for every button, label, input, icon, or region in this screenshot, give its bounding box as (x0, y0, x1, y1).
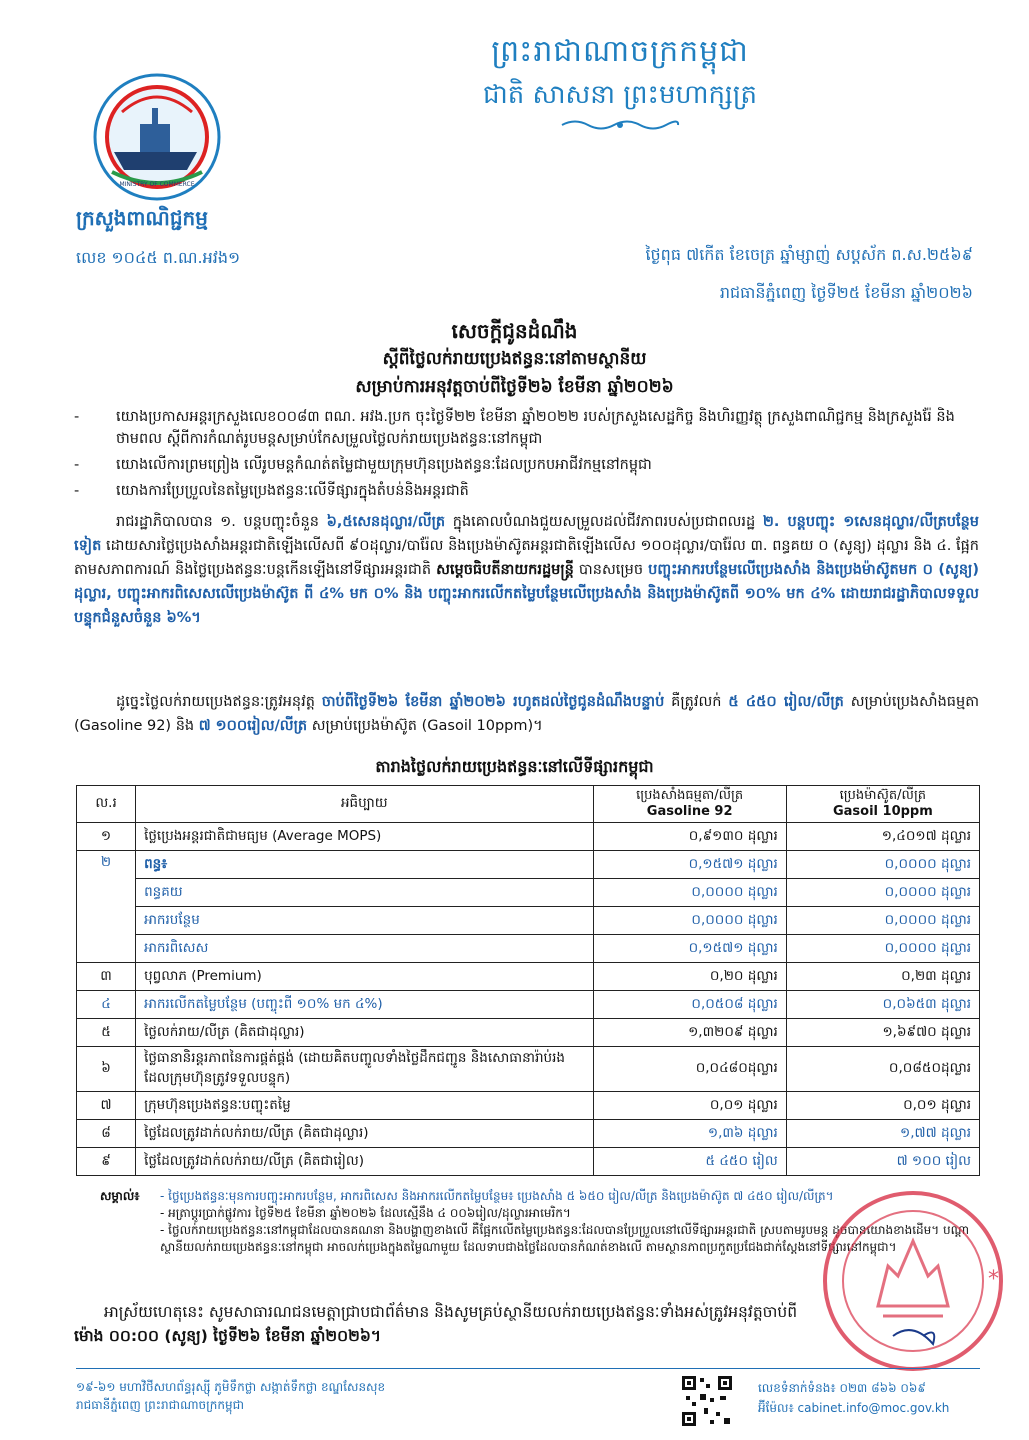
table-row: ៣ បុព្វលាភ (Premium) ០,២០ ដុល្លារ ០,២៣ ដុល្លារ (77, 963, 980, 991)
notice-effective: សម្រាប់ការអនុវត្តចាប់ពីថ្ងៃទី២៦ ខែមីនា ឆ្នាំ២០២៦ (355, 377, 674, 397)
header-description: អធិប្បាយ (136, 786, 594, 823)
table-row: ៨ ថ្លៃដែលត្រូវដាក់លក់រាយ/លីត្រ (គិតជាដុល្លារ) ១,៣៦ ដុល្លារ ១,៧៧ ដុល្លារ (77, 1120, 980, 1148)
header-diesel: ប្រេងម៉ាស៊ូត/លីត្រ Gasoil 10ppm (786, 786, 979, 823)
table-row: ៤ អាករលើកតម្លៃបន្ថែម (បញ្ចុះពី ១០% មក ៤%) ០,០៥០៨ ដុល្លារ ០,០៦៥៣ ដុល្លារ (77, 991, 980, 1019)
reference-number: លេខ ១០៤៥ ព.ណ.អវង១ (76, 248, 241, 267)
reference-bullet: - យោងប្រកាសអន្តរក្រសួងលេខ០០៨៣ ពណ. អវង.ប្រក ចុះថ្ងៃទី២២ ខែមីនា ឆ្នាំ២០២២ របស់ក្រសួងសេដ្ឋកិច្ច និងហិរញ្ញវត្ថុ ក្រសួងពាណិជ្ជកម្ម និងក្រសួងរ៉ែ និងថាមពល ស្តីពីការកំណត់រូបមន្តសម្រាប់កែសម្រួលថ្លៃលក់រាយប្រេងឥន្ធនៈនៅកម្ពុជា (74, 409, 955, 447)
table-row: អាករពិសេស ០,១៥៧១ ដុល្លារ ០,០០០០ ដុល្លារ (77, 935, 980, 963)
official-seal-stamp (818, 1186, 1008, 1376)
closing-paragraph: អាស្រ័យហេតុនេះ សូមសាធារណជនមេត្តាជ្រាបជាព័ត៌មាន និងសូមគ្រប់ស្ថានីយលក់រាយប្រេងឥន្ធនៈទាំងអស់ត្រូវអនុវត្តចាប់ពី ម៉ោង ០០:០០ (សូន្យ) ថ្ងៃទី២៦ ខែមីនា ឆ្នាំ២០២៦។ (74, 1303, 798, 1345)
footer-address: ១៩-៦១ មហាវិថីសហព័ន្ធរុស្ស៊ី ភូមិទឹកថ្លា សង្កាត់ទឹកថ្លា ខណ្ឌសែនសុខ រាជធានីភ្នំពេញ ព្រះរាជាណាចក្រកម្ពុជា (76, 1380, 386, 1412)
header-no: ល.រ (77, 786, 136, 823)
note-item: - ថ្លៃលក់រាយប្រេងឥន្ធនៈនៅកម្ពុជាដែលបានគណនា និងបង្ហាញខាងលើ គឺផ្អែកលើតម្លៃប្រេងឥន្ធនៈដែលបានប្រែប្រួលនៅលើទីផ្សារអន្តរជាតិ ស្របតាមរូបមន្ត ដូចបានយោងខាងដើម។ បណ្តាស្ថានីយលក់រាយប្រេងឥន្ធនៈនៅកម្ពុជា អាចលក់ប្រេងក្នុងតម្លៃណាមួយ ដែលទាបជាងថ្លៃដែលបានកំណត់ខាងលើ តាមស្ថានភាពប្រកួតប្រជែងជាក់ស្តែងនៅទីផ្សារនៅកម្ពុជា។ (160, 1223, 970, 1254)
table-row: ១ ថ្លៃប្រេងអន្តរជាតិជាមធ្យម (Average MOPS) ០,៩១៣០ ដុល្លារ ១,៤០១៧ ដុល្លារ (77, 823, 980, 851)
table-row: ៩ ថ្លៃដែលត្រូវដាក់លក់រាយ/លីត្រ (គិតជារៀល) ៥ ៤៥០ រៀល ៧ ១០០ រៀល (77, 1148, 980, 1176)
notice-title: សេចក្តីជូនដំណឹង (451, 319, 578, 343)
qr-code-icon[interactable] (680, 1374, 734, 1428)
table-row: ៦ ថ្លៃធានានិរន្តរភាពនៃការផ្គត់ផ្គង់ (ដោយគិតបញ្ចូលទាំងថ្លៃដឹកជញ្ជូន និងសោធានារ៉ាប់រងដែលក្រុមហ៊ុនត្រូវទទួលបន្ទុក) ០,០៤៨០ដុល្លារ ០,០៨៥០ដុល្លារ (77, 1047, 980, 1092)
footer-contact (758, 1378, 949, 1418)
footer-phone: លេខទំនាក់ទំនង៖ ០២៣ ៨៦៦ ០៦៩ (758, 1381, 926, 1395)
table-row: អាករបន្ថែម ០,០០០០ ដុល្លារ ០,០០០០ ដុល្លារ (77, 907, 980, 935)
logo-text: MINISTRY OF COMMERCE (119, 181, 195, 188)
notes-label: សម្គាល់៖ (100, 1189, 140, 1203)
footer-divider (76, 1368, 980, 1369)
table-title: តារាងថ្លៃលក់រាយប្រេងឥន្ធនៈនៅលើទីផ្សារកម្ពុជា (375, 757, 654, 776)
price-paragraph: ដូច្នេះថ្លៃលក់រាយប្រេងឥន្ធនៈត្រូវអនុវត្ត ចាប់ពីថ្ងៃទី២៦ ខែមីនា ឆ្នាំ២០២៦ រហូតដល់ថ្ងៃជូនដំណឹងបន្ទាប់ គឺត្រូវលក់ ៥ ៤៥០ រៀល/លីត្រ សម្រាប់ប្រេងសាំងធម្មតា (Gasoline 92) និង ៧ ១០០រៀល/លីត្រ សម្រាប់ប្រេងម៉ាស៊ូត (Gasoil 10ppm)។ (74, 694, 979, 734)
footer-email[interactable]: អ៊ីម៉ែល៖ cabinet.info@moc.gov.kh (758, 1401, 950, 1415)
reference-bullet: - យោងការប្រែប្រួលនៃតម្លៃប្រេងឥន្ធនៈលើទីផ្សារក្នុងតំបន់និងអន្តរជាតិ (74, 483, 469, 499)
kingdom-heading: ព្រះរាជាណាចក្រកម្ពុជា (491, 34, 749, 69)
header-gasoline: ប្រេងសាំងធម្មតា/លីត្រ Gasoline 92 (593, 786, 786, 823)
ministry-logo (92, 72, 222, 202)
table-row: ៥ ថ្លៃលក់រាយ/លីត្រ (គិតជាដុល្លារ) ១,៣២០៩ ដុល្លារ ១,៦៩៧០ ដុល្លារ (77, 1019, 980, 1047)
lunar-date: ថ្ងៃពុធ ៧កើត ខែចេត្រ ឆ្នាំម្សាញ់ សប្តស័ក ព.ស.២៥៦៩ (645, 245, 973, 264)
fuel-price-table (76, 785, 980, 1176)
ministry-name: ក្រសួងពាណិជ្ជកម្ម (76, 206, 208, 230)
national-motto: ជាតិ សាសនា ព្រះមហាក្សត្រ (483, 80, 757, 110)
note-item: - ថ្លៃប្រេងឥន្ធនៈមុនការបញ្ចុះអាករបន្ថែម, អាករពិសេស និងអាករលើកតម្លៃបន្ថែម៖ ប្រេងសាំង ៥ ៦៥០ រៀល/លីត្រ និងប្រេងម៉ាស៊ូត ៧ ៤៥០ រៀល/លីត្រ។ (160, 1189, 834, 1203)
decision-paragraph: រាជរដ្ឋាភិបាលបាន ១. បន្តបញ្ចុះចំនួន ៦,៥សេនដុល្លារ/លីត្រ ក្នុងគោលបំណងជួយសម្រួលដល់ជីវភាពរបស់ប្រជាពលរដ្ឋ ២. បន្តបញ្ចុះ ១សេនដុល្លារ/លីត្របន្ថែមទៀត ដោយសារថ្លៃប្រេងសាំងអន្តរជាតិឡើងលើសពី ៩០ដុល្លារ/បារ៉ែល និងប្រេងម៉ាស៊ូតអន្តរជាតិឡើងលើស ១០០ដុល្លារ/បារ៉ែល ៣. ពន្ធគយ ០ (សូន្យ) ដុល្លារ និង ៤. ផ្អែកតាមសភាពការណ៍ និងថ្លៃប្រេងឥន្ធនៈបន្តកើនឡើងនៅទីផ្សារអន្តរជាតិ សម្តេចធិបតីនាយករដ្ឋមន្ត្រី បានសម្រេច បញ្ចុះអាករបន្ថែមលើប្រេងសាំង និងប្រេងម៉ាស៊ូតមក ០ (សូន្យ) ដុល្លារ, បញ្ចុះអាករពិសេសលើប្រេងម៉ាស៊ូត ពី ៤% មក ០% និង បញ្ចុះអាករលើកតម្លៃបន្ថែមលើប្រេងសាំង និងប្រេងម៉ាស៊ូតពី ១០% មក ៤% ដោយរាជរដ្ឋាភិបាលទទួលបន្ទុកជំនួសចំនួន ៦%។ (74, 514, 979, 626)
solar-date: រាជធានីភ្នំពេញ ថ្ងៃទី២៥ ខែមីនា ឆ្នាំ២០២៦ (719, 283, 973, 302)
table-header-row (77, 786, 980, 823)
svg-text:*: * (988, 1267, 999, 1292)
ornament-divider (560, 118, 680, 132)
note-item: - អត្រាប្តូរប្រាក់ផ្លូវការ ថ្ងៃទី២៥ ខែមីនា ឆ្នាំ២០២៦ ដែលស្មើនឹង ៤ ០០៦រៀល/ដុល្លារអាមេរិក។ (160, 1206, 571, 1220)
table-row: ២ ពន្ធ៖ ០,១៥៧១ ដុល្លារ ០,០០០០ ដុល្លារ (77, 851, 980, 879)
table-row: ៧ ក្រុមហ៊ុនប្រេងឥន្ធនៈបញ្ចុះតម្លៃ ០,០១ ដុល្លារ ០,០១ ដុល្លារ (77, 1092, 980, 1120)
table-row: ពន្ធគយ ០,០០០០ ដុល្លារ ០,០០០០ ដុល្លារ (77, 879, 980, 907)
notice-subject: ស្តីពីថ្លៃលក់រាយប្រេងឥន្ធនៈនៅតាមស្ថានីយ (382, 349, 647, 369)
reference-bullet: - យោងលើការព្រមព្រៀង លើរូបមន្តកំណត់តម្លៃជាមួយក្រុមហ៊ុនប្រេងឥន្ធនៈដែលប្រកបអាជីវកម្មនៅកម្ពុជា (74, 457, 652, 473)
